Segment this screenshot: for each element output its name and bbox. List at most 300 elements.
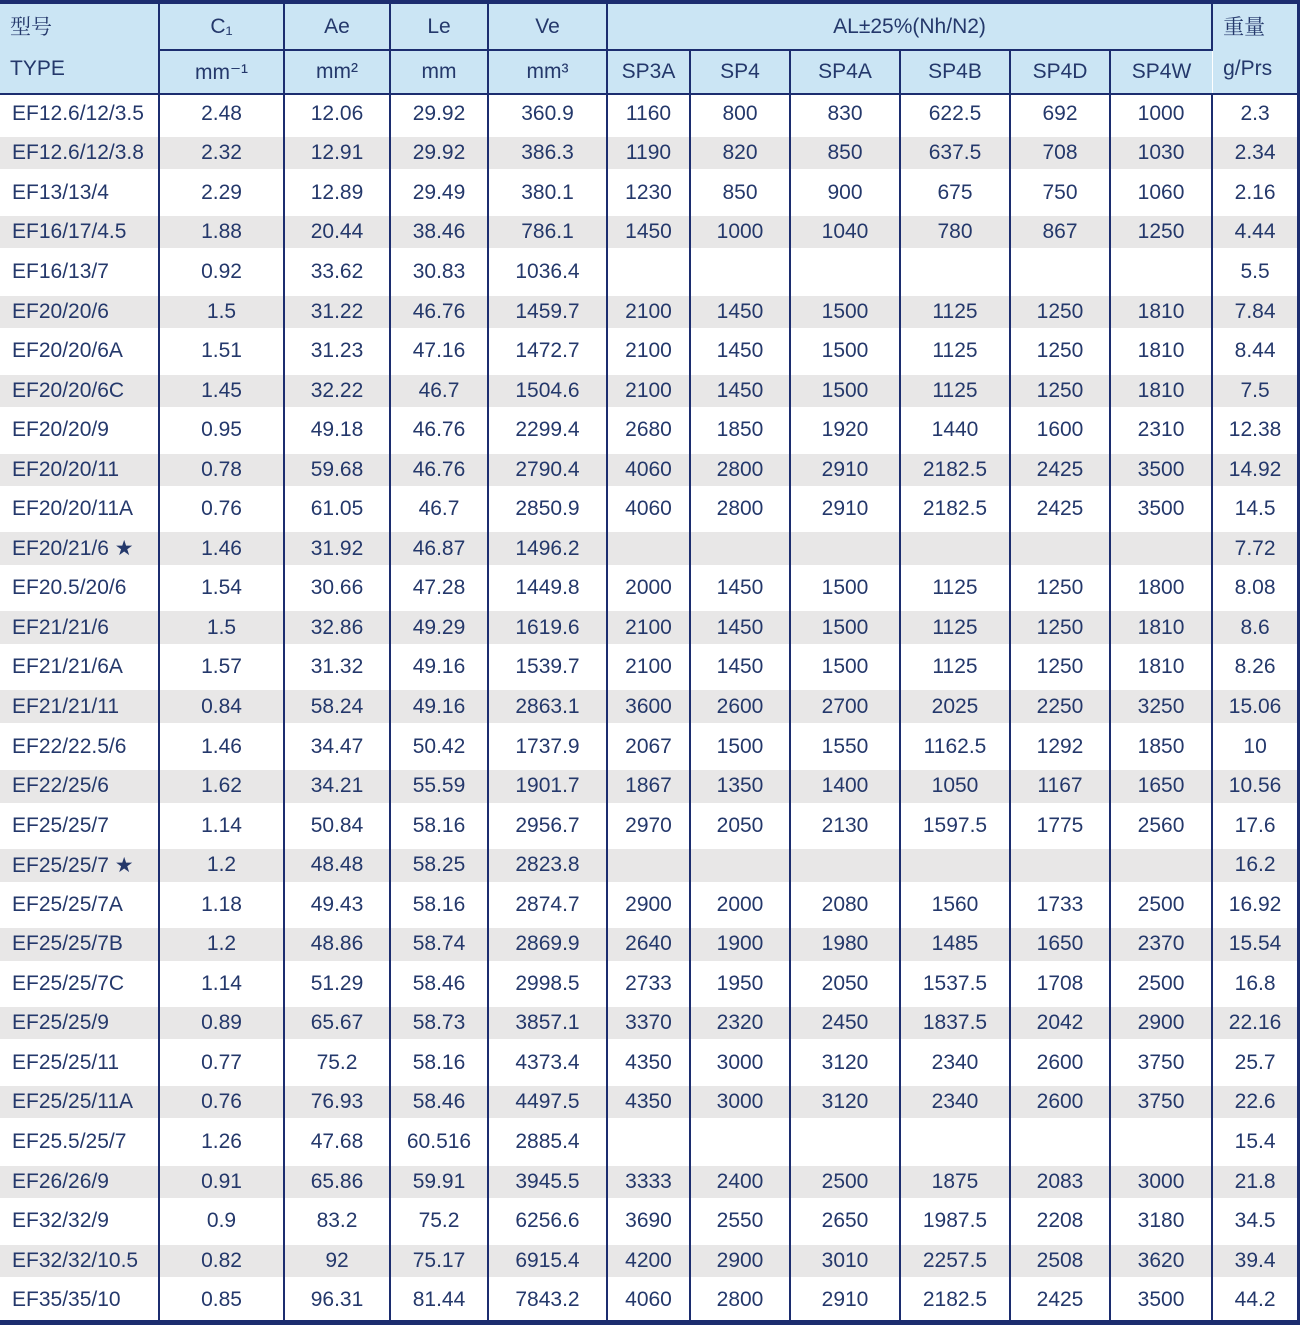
cell-value: 2340	[900, 1083, 1010, 1123]
cell-value: 2790.4	[488, 450, 607, 490]
cell-value: 7.84	[1212, 292, 1297, 332]
cell-value: 0.9	[159, 1201, 284, 1241]
cell-type: EF22/22.5/6	[0, 727, 159, 767]
cell-value: 1.26	[159, 1122, 284, 1162]
cell-value: 75.17	[390, 1241, 488, 1281]
cell-value: 2425	[1010, 1280, 1110, 1320]
cell-value: 2900	[1110, 1004, 1212, 1044]
cell-value: 55.59	[390, 766, 488, 806]
cell-value: 34.21	[284, 766, 390, 806]
table-row	[0, 1043, 1297, 1083]
cell-value: 3600	[607, 687, 690, 727]
cell-value: 10.56	[1212, 766, 1297, 806]
cell-value	[1010, 252, 1110, 292]
cell-value: 20.44	[284, 213, 390, 253]
cell-value: 2067	[607, 727, 690, 767]
cell-value: 1.14	[159, 806, 284, 846]
cell-value: 2100	[607, 292, 690, 332]
cell-value: 1500	[790, 292, 900, 332]
cell-value: 46.76	[390, 410, 488, 450]
cell-value: 1450	[690, 331, 790, 371]
cell-value	[1110, 1122, 1212, 1162]
cell-value: 820	[690, 134, 790, 174]
cell-value: 380.1	[488, 173, 607, 213]
cell-value: 2080	[790, 885, 900, 925]
table-row	[0, 608, 1297, 648]
cell-type: EF25/25/7C	[0, 964, 159, 1004]
cell-value: 1450	[690, 608, 790, 648]
cell-value: 1400	[790, 766, 900, 806]
cell-value: 1.2	[159, 924, 284, 964]
cell-value	[607, 529, 690, 569]
table-row	[0, 1004, 1297, 1044]
cell-value: 3000	[690, 1083, 790, 1123]
cell-value: 2500	[790, 1162, 900, 1202]
cell-value: 29.49	[390, 173, 488, 213]
cell-value: 1550	[790, 727, 900, 767]
cell-value: 2956.7	[488, 806, 607, 846]
cell-value: 31.32	[284, 648, 390, 688]
cell-value: 49.16	[390, 648, 488, 688]
cell-value: 2182.5	[900, 1280, 1010, 1320]
cell-value: 58.73	[390, 1004, 488, 1044]
cell-value: 2600	[1010, 1083, 1110, 1123]
cell-value: 2.3	[1240, 102, 1270, 126]
cell-value: 8.6	[1212, 608, 1297, 648]
table-row	[0, 1241, 1297, 1281]
cell-value: 46.87	[390, 529, 488, 569]
cell-value: 2.48	[159, 94, 284, 134]
cell-value: 3500	[1110, 489, 1212, 529]
cell-value: 8.08	[1234, 576, 1276, 600]
cell-value: 1708	[1010, 964, 1110, 1004]
cell-value: 786.1	[488, 213, 607, 253]
cell-value: 1900	[690, 924, 790, 964]
cell-value: 3750	[1110, 1043, 1212, 1083]
cell-value: 7.5	[1212, 371, 1297, 411]
cell-value: 1485	[900, 924, 1010, 964]
cell-type: EF21/21/6A	[0, 648, 159, 688]
cell-value	[1110, 252, 1212, 292]
cell-value: 1775	[1010, 806, 1110, 846]
cell-value: 46.76	[390, 450, 488, 490]
cell-value: 708	[1010, 134, 1110, 174]
cell-value: 2025	[900, 687, 1010, 727]
cell-value: 1160	[607, 94, 690, 134]
cell-value: 2800	[690, 1280, 790, 1320]
cell-value: 2100	[607, 371, 690, 411]
cell-value: 17.6	[1234, 813, 1276, 837]
cell-value: 3620	[1110, 1241, 1212, 1281]
cell-value: 2650	[790, 1201, 900, 1241]
cell-value: 3945.5	[488, 1162, 607, 1202]
cell-value: 29.92	[390, 134, 488, 174]
cell-type: EF26/26/9	[0, 1162, 159, 1202]
cell-value: 2208	[1010, 1201, 1110, 1241]
cell-value: 4060	[607, 1280, 690, 1320]
cell-value: 2250	[1010, 687, 1110, 727]
cell-value: 14.5	[1234, 497, 1276, 521]
cell-value: 3500	[1110, 1280, 1212, 1320]
cell-value: 58.16	[390, 1043, 488, 1083]
cell-value: 96.31	[284, 1280, 390, 1320]
cell-value: 3180	[1110, 1201, 1212, 1241]
cell-value: 1980	[790, 924, 900, 964]
cell-value: 81.44	[390, 1280, 488, 1320]
table-row	[0, 252, 1297, 292]
cell-value: 1.51	[159, 331, 284, 371]
cell-type: EF25/25/7B	[0, 924, 159, 964]
cell-value: 1987.5	[900, 1201, 1010, 1241]
cell-value: 360.9	[488, 94, 607, 134]
cell-type: EF13/13/4	[0, 173, 159, 213]
cell-value: 46.7	[390, 371, 488, 411]
cell-value: 867	[1010, 213, 1110, 253]
cell-value: 31.23	[284, 331, 390, 371]
cell-value	[900, 845, 1010, 885]
cell-value: 1000	[1110, 94, 1212, 134]
cell-value: 58.16	[390, 806, 488, 846]
cell-type: EF20/20/9	[0, 410, 159, 450]
cell-value: 2.16	[1234, 180, 1276, 204]
cell-value: 2850.9	[488, 489, 607, 529]
cell-value: 32.22	[284, 371, 390, 411]
cell-value: 8.44	[1234, 339, 1276, 363]
cell-value: 2874.7	[488, 885, 607, 925]
cell-type: EF20/21/6 ★	[0, 529, 159, 569]
cell-value: 2869.9	[488, 924, 607, 964]
cell-value: 59.68	[284, 450, 390, 490]
cell-type: EF25/25/7A	[0, 885, 159, 925]
cell-value: 4200	[607, 1241, 690, 1281]
cell-type: EF16/17/4.5	[0, 213, 159, 253]
col-header-sp4w: SP4W	[1110, 50, 1212, 94]
cell-value	[790, 529, 900, 569]
type-label-en: TYPE	[10, 56, 65, 80]
cell-value: 1600	[1010, 410, 1110, 450]
cell-value: 22.16	[1212, 1004, 1297, 1044]
cell-value: 1597.5	[900, 806, 1010, 846]
cell-value: 1500	[690, 727, 790, 767]
table-row	[0, 569, 1297, 609]
cell-value: 44.2	[1234, 1288, 1276, 1312]
cell-value: 1459.7	[488, 292, 607, 332]
cell-value: 1350	[690, 766, 790, 806]
cell-value: 750	[1010, 173, 1110, 213]
cell-value: 2800	[690, 489, 790, 529]
cell-value: 2885.4	[488, 1122, 607, 1162]
cell-value: 0.78	[159, 450, 284, 490]
cell-value: 47.28	[390, 569, 488, 609]
cell-value: 47.68	[284, 1122, 390, 1162]
table-row	[0, 1122, 1297, 1162]
cell-value: 3000	[1110, 1162, 1212, 1202]
cell-value	[1010, 529, 1110, 569]
cell-value: 2425	[1010, 450, 1110, 490]
cell-value: 0.84	[159, 687, 284, 727]
cell-value: 1619.6	[488, 608, 607, 648]
cell-value: 2.29	[159, 173, 284, 213]
cell-value: 0.95	[159, 410, 284, 450]
cell-value: 58.25	[390, 845, 488, 885]
cell-value: 0.92	[159, 252, 284, 292]
cell-value: 2998.5	[488, 964, 607, 1004]
cell-value: 21.8	[1212, 1162, 1297, 1202]
cell-value: 59.91	[390, 1162, 488, 1202]
cell-value: 1650	[1010, 924, 1110, 964]
cell-value: 49.16	[390, 687, 488, 727]
cell-value: 2560	[1110, 806, 1212, 846]
cell-value: 1810	[1110, 292, 1212, 332]
cell-value: 2970	[607, 806, 690, 846]
cell-value: 22.6	[1212, 1083, 1297, 1123]
cell-value: 32.86	[284, 608, 390, 648]
cell-value: 2450	[790, 1004, 900, 1044]
cell-value: 2910	[790, 450, 900, 490]
cell-value: 75.2	[390, 1201, 488, 1241]
cell-value: 2733	[607, 964, 690, 1004]
header-row-2	[0, 50, 1297, 94]
cell-value: 1.46	[159, 727, 284, 767]
cell-value	[790, 845, 900, 885]
cell-value	[1110, 529, 1212, 569]
cell-value: 900	[790, 173, 900, 213]
cell-value: 675	[900, 173, 1010, 213]
cell-value: 4373.4	[488, 1043, 607, 1083]
cell-value	[690, 845, 790, 885]
cell-value: 92	[284, 1241, 390, 1281]
cell-value: 2042	[1010, 1004, 1110, 1044]
cell-value: 2640	[607, 924, 690, 964]
cell-value: 2083	[1010, 1162, 1110, 1202]
cell-type: EF25/25/11	[0, 1043, 159, 1083]
cell-value: 1125	[900, 608, 1010, 648]
cell-value: 1125	[900, 569, 1010, 609]
table-row	[0, 292, 1297, 332]
table-row	[0, 134, 1297, 174]
cell-value: 0.77	[159, 1043, 284, 1083]
cell-value: 1449.8	[488, 569, 607, 609]
cell-value: 1800	[1110, 569, 1212, 609]
cell-value: 3500	[1110, 450, 1212, 490]
cell-value: 1450	[690, 371, 790, 411]
cell-value: 1040	[790, 213, 900, 253]
cell-value: 29.92	[390, 94, 488, 134]
cell-value: 76.93	[284, 1083, 390, 1123]
unit-c1: mm⁻¹	[159, 50, 284, 94]
cell-type: EF20/20/6A	[0, 331, 159, 371]
cell-value: 46.7	[390, 489, 488, 529]
table-row	[0, 94, 1297, 134]
cell-value: 2910	[790, 1280, 900, 1320]
cell-value	[900, 1122, 1010, 1162]
cell-value: 46.76	[390, 292, 488, 332]
cell-value: 31.92	[284, 529, 390, 569]
cell-value: 6256.6	[488, 1201, 607, 1241]
col-header-sp4b: SP4B	[900, 50, 1010, 94]
cell-value: 33.62	[284, 252, 390, 292]
cell-type: EF35/35/10	[0, 1280, 159, 1320]
unit-ve: mm³	[488, 50, 607, 94]
cell-value: 2100	[607, 648, 690, 688]
cell-value: 1810	[1110, 331, 1212, 371]
cell-value: 0.76	[159, 1083, 284, 1123]
cell-type: EF20/20/11A	[0, 489, 159, 529]
cell-value: 1190	[607, 134, 690, 174]
table-row	[0, 766, 1297, 806]
col-header-weight	[1212, 4, 1297, 94]
cell-value: 34.5	[1234, 1209, 1276, 1233]
cell-value: 2257.5	[900, 1241, 1010, 1281]
type-label-cn: 型号	[10, 15, 52, 39]
cell-value: 1850	[690, 410, 790, 450]
cell-value: 8.26	[1234, 655, 1276, 679]
cell-value: 0.85	[159, 1280, 284, 1320]
cell-value: 2310	[1110, 410, 1212, 450]
cell-value: 1030	[1110, 134, 1212, 174]
cell-value: 1000	[690, 213, 790, 253]
cell-value: 7843.2	[488, 1280, 607, 1320]
cell-value: 4060	[607, 489, 690, 529]
cell-value: 25.7	[1234, 1050, 1276, 1074]
cell-value: 1650	[1110, 766, 1212, 806]
cell-type: EF20/20/11	[0, 450, 159, 490]
col-header-sp4: SP4	[690, 50, 790, 94]
cell-value: 1.14	[159, 964, 284, 1004]
cell-value: 2050	[690, 806, 790, 846]
cell-value: 58.16	[390, 885, 488, 925]
cell-type: EF32/32/10.5	[0, 1241, 159, 1281]
cell-value: 34.47	[284, 727, 390, 767]
cell-value: 2600	[690, 687, 790, 727]
cell-value: 1500	[790, 648, 900, 688]
cell-value: 60.516	[390, 1122, 488, 1162]
cell-value: 1292	[1010, 727, 1110, 767]
cell-value: 1.57	[159, 648, 284, 688]
cell-value: 1.5	[159, 608, 284, 648]
cell-value	[1010, 1122, 1110, 1162]
cell-value: 2299.4	[488, 410, 607, 450]
col-header-ae: Ae	[284, 4, 390, 50]
cell-value: 800	[690, 94, 790, 134]
cell-value: 1050	[900, 766, 1010, 806]
cell-value: 1901.7	[488, 766, 607, 806]
cell-value: 1537.5	[900, 964, 1010, 1004]
cell-value: 2425	[1010, 489, 1110, 529]
col-header-le: Le	[390, 4, 488, 50]
cell-value: 48.48	[284, 845, 390, 885]
cell-value	[1110, 845, 1212, 885]
cell-value: 7.72	[1212, 529, 1297, 569]
cell-value: 1125	[900, 371, 1010, 411]
cell-value: 1500	[790, 569, 900, 609]
cell-type: EF12.6/12/3.5	[0, 94, 159, 134]
cell-value: 2863.1	[488, 687, 607, 727]
cell-value: 5.5	[1240, 259, 1270, 283]
cell-type: EF32/32/9	[0, 1201, 159, 1241]
cell-value: 1162.5	[900, 727, 1010, 767]
cell-value: 1250	[1110, 213, 1212, 253]
table-row	[0, 845, 1297, 885]
cell-value: 2000	[607, 569, 690, 609]
cell-value: 3120	[790, 1083, 900, 1123]
cell-value: 1950	[690, 964, 790, 1004]
cell-value: 49.29	[390, 608, 488, 648]
cell-value: 49.43	[284, 885, 390, 925]
cell-value: 637.5	[900, 134, 1010, 174]
cell-value	[900, 252, 1010, 292]
col-header-sp4a: SP4A	[790, 50, 900, 94]
cell-value: 3750	[1110, 1083, 1212, 1123]
col-header-al-group: AL±25%(Nh/N2)	[607, 4, 1212, 50]
cell-value: 850	[790, 134, 900, 174]
cell-value: 2100	[607, 608, 690, 648]
cell-value: 1810	[1110, 648, 1212, 688]
cell-type: EF25/25/9	[0, 1004, 159, 1044]
cell-value: 1125	[900, 331, 1010, 371]
cell-value: 2130	[790, 806, 900, 846]
cell-value: 31.22	[284, 292, 390, 332]
cell-value: 1.2	[159, 845, 284, 885]
cell-value: 1250	[1010, 608, 1110, 648]
cell-value: 1496.2	[488, 529, 607, 569]
cell-value: 386.3	[488, 134, 607, 174]
cell-value	[690, 1122, 790, 1162]
cell-value: 16.8	[1234, 971, 1276, 995]
table-row	[0, 529, 1297, 569]
cell-value: 622.5	[900, 94, 1010, 134]
cell-value: 2500	[1110, 885, 1212, 925]
cell-value: 1.46	[159, 529, 284, 569]
cell-value: 1920	[790, 410, 900, 450]
cell-value: 2320	[690, 1004, 790, 1044]
cell-value: 2.32	[159, 134, 284, 174]
cell-type: EF20/20/6C	[0, 371, 159, 411]
cell-value: 4350	[607, 1043, 690, 1083]
cell-value: 58.24	[284, 687, 390, 727]
col-header-ve: Ve	[488, 4, 607, 50]
cell-value: 12.38	[1228, 418, 1282, 442]
cell-value: 15.4	[1234, 1129, 1276, 1153]
col-header-sp3a: SP3A	[607, 50, 690, 94]
cell-value: 2823.8	[488, 845, 607, 885]
cell-value: 2600	[1010, 1043, 1110, 1083]
cell-value: 0.76	[159, 489, 284, 529]
cell-value: 0.82	[159, 1241, 284, 1281]
cell-value: 2900	[607, 885, 690, 925]
cell-value: 1250	[1010, 371, 1110, 411]
cell-value: 2182.5	[900, 489, 1010, 529]
cell-value: 1.54	[159, 569, 284, 609]
cell-value: 1125	[900, 648, 1010, 688]
cell-value: 3000	[690, 1043, 790, 1083]
table-row	[0, 687, 1297, 727]
cell-type: EF16/13/7	[0, 252, 159, 292]
table-row	[0, 213, 1297, 253]
cell-value	[790, 1122, 900, 1162]
cell-value: 4.44	[1212, 213, 1297, 253]
cell-value: 3120	[790, 1043, 900, 1083]
table-row	[0, 1201, 1297, 1241]
cell-value: 2340	[900, 1043, 1010, 1083]
cell-value: 1504.6	[488, 371, 607, 411]
cell-type: EF21/21/6	[0, 608, 159, 648]
header-row-1	[0, 4, 1297, 50]
cell-value	[607, 845, 690, 885]
cell-value: 0.91	[159, 1162, 284, 1202]
cell-value: 4350	[607, 1083, 690, 1123]
cell-value: 30.83	[390, 252, 488, 292]
